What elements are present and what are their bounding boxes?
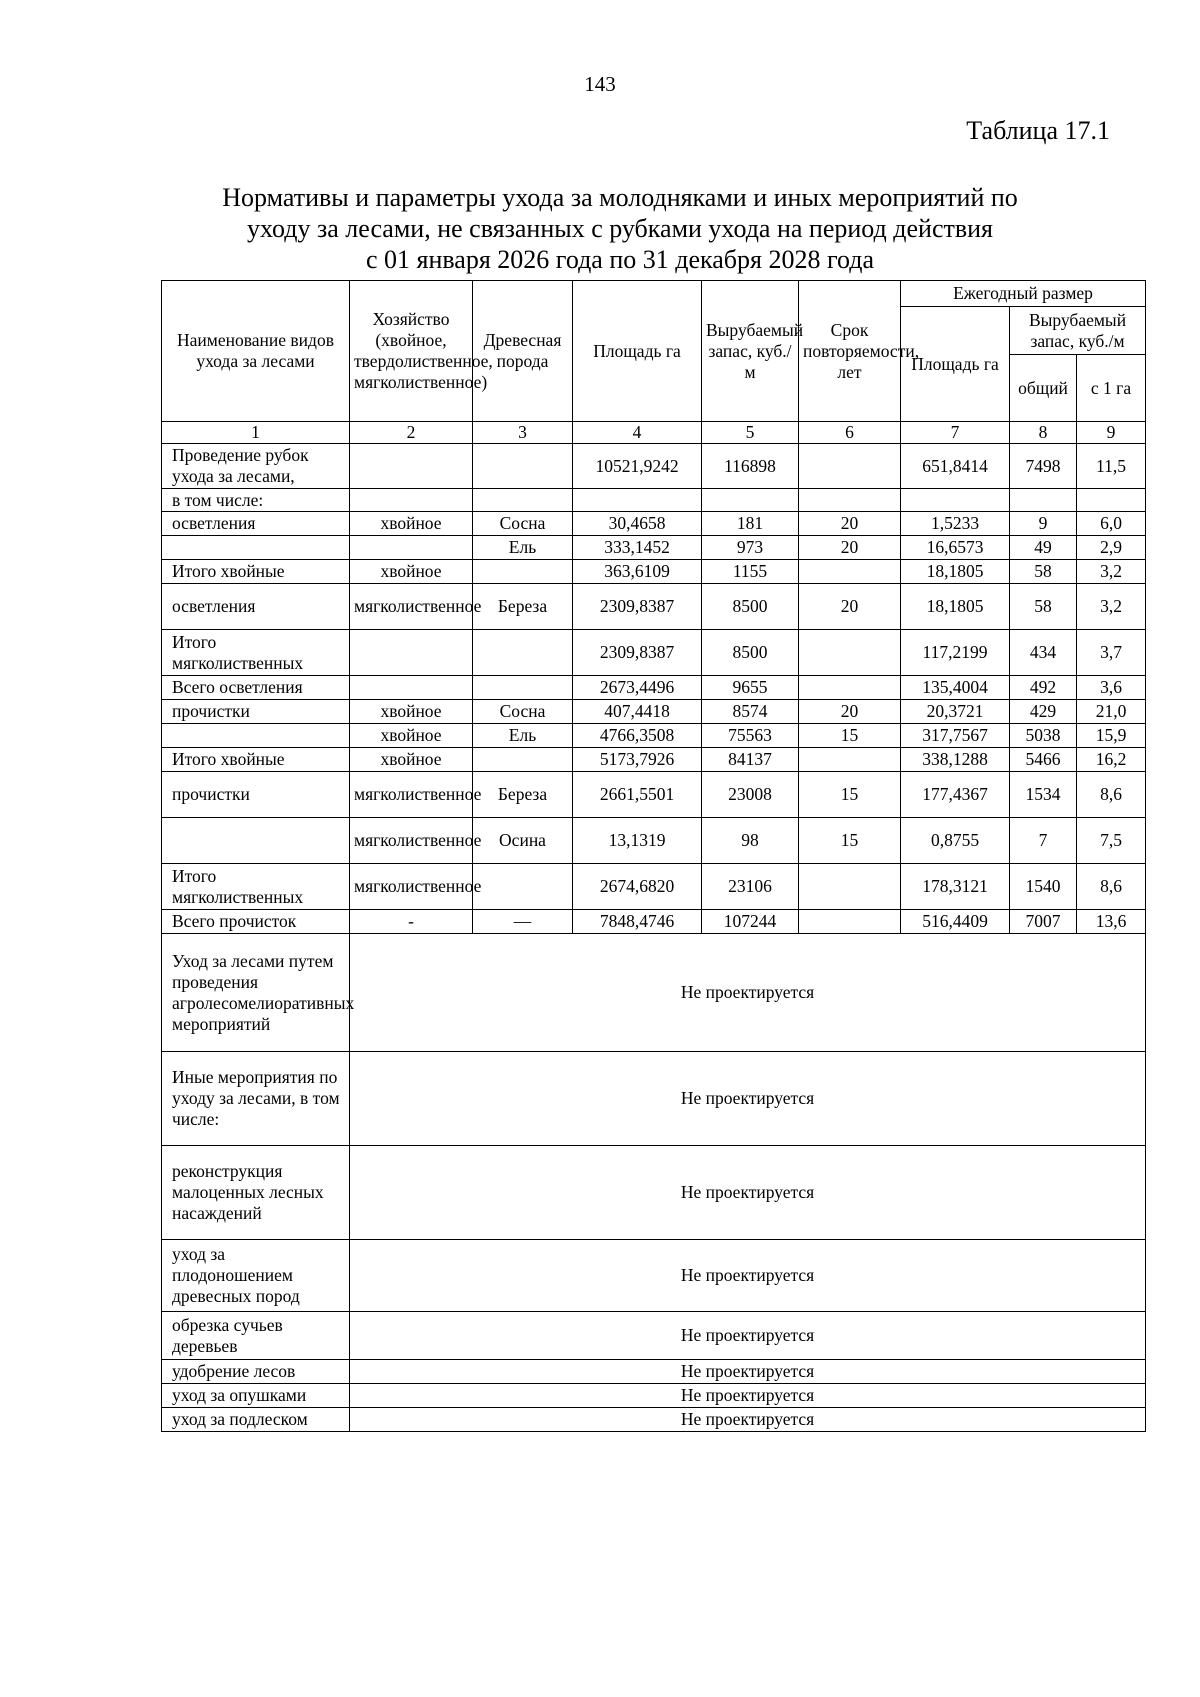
cell-name: осветления [162,512,350,536]
cell-stock: 9655 [702,676,799,700]
cell-stock: 75563 [702,724,799,748]
cell-annual-per-ha: 8,6 [1077,772,1146,818]
cell-annual-area: 177,4367 [901,772,1010,818]
header-stock: Вырубаемый запас, куб./м [702,281,799,422]
table-row [162,536,1146,560]
header-stock-per-ha: с 1 га [1077,355,1146,422]
table-row [162,934,1146,1052]
title-line: с 01 января 2026 года по 31 декабря 2028 года [365,245,875,274]
cell-species: Ель [473,536,573,560]
cell-name: осветления [162,584,350,630]
cell-area: 13,1319 [573,818,702,864]
cell-name: Всего прочисток [162,910,350,934]
cell-annual-total: 7498 [1010,444,1077,489]
cell-period: 15 [799,772,901,818]
header-farm: Хозяйство (хвойное, твердолиственное, мягколиственное) [350,281,473,422]
cell-annual-per-ha: 16,2 [1077,748,1146,772]
not-designed-cell: Не проектируется [350,1240,1146,1312]
header-annual-stock: Вырубаемый запас, куб./м [1010,307,1146,355]
header-species: Древесная порода [473,281,573,422]
cell-area: 2309,8387 [573,584,702,630]
header-annual: Ежегодный размер [901,281,1146,307]
cell-period: 20 [799,536,901,560]
cell-area: 7848,4746 [573,910,702,934]
cell-period [799,910,901,934]
title-line: Нормативы и параметры ухода за молодняками и иных мероприятий по [222,183,1018,212]
table-row [162,1360,1146,1384]
column-index-cell: 1 [162,422,350,444]
cell-species: Осина [473,818,573,864]
cell-annual-per-ha: 2,9 [1077,536,1146,560]
cell-area: 363,6109 [573,560,702,584]
table-row [162,489,1146,512]
table-row [162,1312,1146,1360]
cell-annual-total: 7 [1010,818,1077,864]
cell-species: Береза [473,772,573,818]
cell-area: 2674,6820 [573,864,702,910]
cell-annual-per-ha: 3,6 [1077,676,1146,700]
cell-annual-per-ha: 21,0 [1077,700,1146,724]
cell-annual-area: 18,1805 [901,560,1010,584]
cell-farm [350,676,473,700]
cell-farm: мягколиственное [350,818,473,864]
column-index-row [162,422,1146,444]
cell-annual-per-ha: 15,9 [1077,724,1146,748]
table-row [162,422,1146,444]
cell-area: 333,1452 [573,536,702,560]
cell-stock: 107244 [702,910,799,934]
table-row [162,818,1146,864]
cell-name: реконструкция малоценных лесных насаждений [162,1146,350,1240]
cell-farm: мягколиственное [350,864,473,910]
cell-farm: хвойное [350,700,473,724]
cell-name: Итого мягколиственных [162,864,350,910]
cell-area: 30,4658 [573,512,702,536]
not-designed-cell: Не проектируется [350,1360,1146,1384]
cell-annual-total: 429 [1010,700,1077,724]
cell-period: 15 [799,724,901,748]
cell-period [799,560,901,584]
header-name: Наименование видов ухода за лесами [162,281,350,422]
table-row [162,1384,1146,1408]
cell-annual-per-ha: 11,5 [1077,444,1146,489]
cell-species [473,864,573,910]
cell-area [573,489,702,512]
cell-annual-total: 5466 [1010,748,1077,772]
table-row [162,512,1146,536]
column-index-cell: 6 [799,422,901,444]
column-index-cell: 9 [1077,422,1146,444]
cell-period [799,748,901,772]
cell-species: Ель [473,724,573,748]
page-number: 143 [584,72,616,96]
table-row [162,676,1146,700]
cell-name: Уход за лесами путем проведения агролесомелиоративных мероприятий [162,934,350,1052]
header-annual-area: Площадь га [901,307,1010,422]
cell-farm [350,630,473,676]
column-index-cell: 5 [702,422,799,444]
cell-annual-per-ha: 8,6 [1077,864,1146,910]
table-row [162,1240,1146,1312]
cell-name: в том числе: [162,489,350,512]
cell-annual-per-ha: 3,2 [1077,560,1146,584]
cell-period [799,489,901,512]
cell-species: Сосна [473,512,573,536]
table-row [162,1146,1146,1240]
cell-annual-total: 7007 [1010,910,1077,934]
header-stock-total: общий [1010,355,1077,422]
cell-name: уход за опушками [162,1384,350,1408]
cell-name: уход за плодоношением древесных пород [162,1240,350,1312]
cell-species [473,560,573,584]
cell-name: прочистки [162,700,350,724]
header-period: Срок повторяемости, лет [799,281,901,422]
table-row [162,772,1146,818]
not-designed-cell: Не проектируется [350,1312,1146,1360]
cell-species: Сосна [473,700,573,724]
cell-stock: 84137 [702,748,799,772]
table-row [162,560,1146,584]
cell-name [162,818,350,864]
cell-annual-area: 117,2199 [901,630,1010,676]
table-row [162,910,1146,934]
cell-annual-total: 5038 [1010,724,1077,748]
table-row [162,444,1146,489]
cell-annual-area: 0,8755 [901,818,1010,864]
cell-area: 2661,5501 [573,772,702,818]
cell-stock: 116898 [702,444,799,489]
column-index-cell: 8 [1010,422,1077,444]
cell-stock: 8500 [702,584,799,630]
cell-name: Иные мероприятия по уходу за лесами, в том числе: [162,1052,350,1146]
cell-annual-total: 492 [1010,676,1077,700]
cell-annual-area: 651,8414 [901,444,1010,489]
cell-species [473,630,573,676]
cell-species [473,489,573,512]
table-title [160,182,1080,275]
cell-stock [702,489,799,512]
cell-farm: мягколиственное [350,772,473,818]
cell-annual-per-ha: 13,6 [1077,910,1146,934]
cell-farm [350,489,473,512]
cell-farm: хвойное [350,748,473,772]
cell-stock: 8574 [702,700,799,724]
table-data-rows [162,444,1146,934]
column-index-cell: 7 [901,422,1010,444]
not-designed-cell: Не проектируется [350,1052,1146,1146]
cell-period: 20 [799,512,901,536]
cell-area: 407,4418 [573,700,702,724]
not-designed-cell: Не проектируется [350,1408,1146,1432]
cell-species: Береза [473,584,573,630]
cell-name: Всего осветления [162,676,350,700]
cell-name: прочистки [162,772,350,818]
cell-annual-total: 434 [1010,630,1077,676]
cell-area: 4766,3508 [573,724,702,748]
cell-annual-total: 1540 [1010,864,1077,910]
cell-annual-area [901,489,1010,512]
cell-name: Итого мягколиственных [162,630,350,676]
cell-annual-area: 338,1288 [901,748,1010,772]
table-row [162,1408,1146,1432]
cell-name: обрезка сучьев деревьев [162,1312,350,1360]
table-row [162,864,1146,910]
cell-period: 20 [799,700,901,724]
cell-name [162,536,350,560]
cell-stock: 181 [702,512,799,536]
table-row [162,584,1146,630]
cell-area: 10521,9242 [573,444,702,489]
cell-stock: 8500 [702,630,799,676]
cell-annual-total: 58 [1010,560,1077,584]
cell-period: 15 [799,818,901,864]
cell-farm: хвойное [350,560,473,584]
cell-period [799,676,901,700]
cell-farm: хвойное [350,512,473,536]
cell-annual-total: 58 [1010,584,1077,630]
cell-name: Итого хвойные [162,748,350,772]
cell-stock: 973 [702,536,799,560]
cell-annual-per-ha: 3,2 [1077,584,1146,630]
cell-area: 2309,8387 [573,630,702,676]
column-index-cell: 3 [473,422,573,444]
cell-annual-total [1010,489,1077,512]
header-area: Площадь га [573,281,702,422]
cell-annual-total: 1534 [1010,772,1077,818]
cell-farm [350,444,473,489]
cell-area: 5173,7926 [573,748,702,772]
table-row [162,1052,1146,1146]
cell-species [473,748,573,772]
cell-annual-per-ha [1077,489,1146,512]
norms-table [161,280,1146,1432]
cell-period [799,864,901,910]
cell-annual-area: 20,3721 [901,700,1010,724]
cell-name [162,724,350,748]
cell-name: уход за подлеском [162,1408,350,1432]
cell-farm: мягколиственное [350,584,473,630]
cell-farm: - [350,910,473,934]
cell-area: 2673,4496 [573,676,702,700]
cell-species [473,444,573,489]
cell-annual-total: 49 [1010,536,1077,560]
cell-stock: 98 [702,818,799,864]
table-row [162,724,1146,748]
cell-annual-area: 516,4409 [901,910,1010,934]
cell-annual-area: 135,4004 [901,676,1010,700]
cell-species: — [473,910,573,934]
cell-annual-area: 178,3121 [901,864,1010,910]
cell-period: 20 [799,584,901,630]
cell-annual-area: 18,1805 [901,584,1010,630]
cell-annual-per-ha: 7,5 [1077,818,1146,864]
cell-period [799,444,901,489]
not-designed-cell: Не проектируется [350,1384,1146,1408]
cell-name: Проведение рубок ухода за лесами, [162,444,350,489]
cell-farm: хвойное [350,724,473,748]
cell-annual-area: 16,6573 [901,536,1010,560]
title-line: уходу за лесами, не связанных с рубками ухода на период действия [246,214,993,243]
cell-stock: 23106 [702,864,799,910]
column-index-cell: 4 [573,422,702,444]
cell-farm [350,536,473,560]
cell-annual-area: 1,5233 [901,512,1010,536]
not-designed-cell: Не проектируется [350,1146,1146,1240]
cell-annual-area: 317,7567 [901,724,1010,748]
cell-species [473,676,573,700]
table-row [162,630,1146,676]
table-row [162,700,1146,724]
column-index-cell: 2 [350,422,473,444]
table-row [162,748,1146,772]
cell-stock: 23008 [702,772,799,818]
table-label: Таблица 17.1 [966,116,1110,145]
cell-name: Итого хвойные [162,560,350,584]
cell-annual-total: 9 [1010,512,1077,536]
cell-name: удобрение лесов [162,1360,350,1384]
not-designed-cell: Не проектируется [350,934,1146,1052]
cell-stock: 1155 [702,560,799,584]
cell-annual-per-ha: 3,7 [1077,630,1146,676]
cell-period [799,630,901,676]
table-na-rows [162,934,1146,1432]
cell-annual-per-ha: 6,0 [1077,512,1146,536]
